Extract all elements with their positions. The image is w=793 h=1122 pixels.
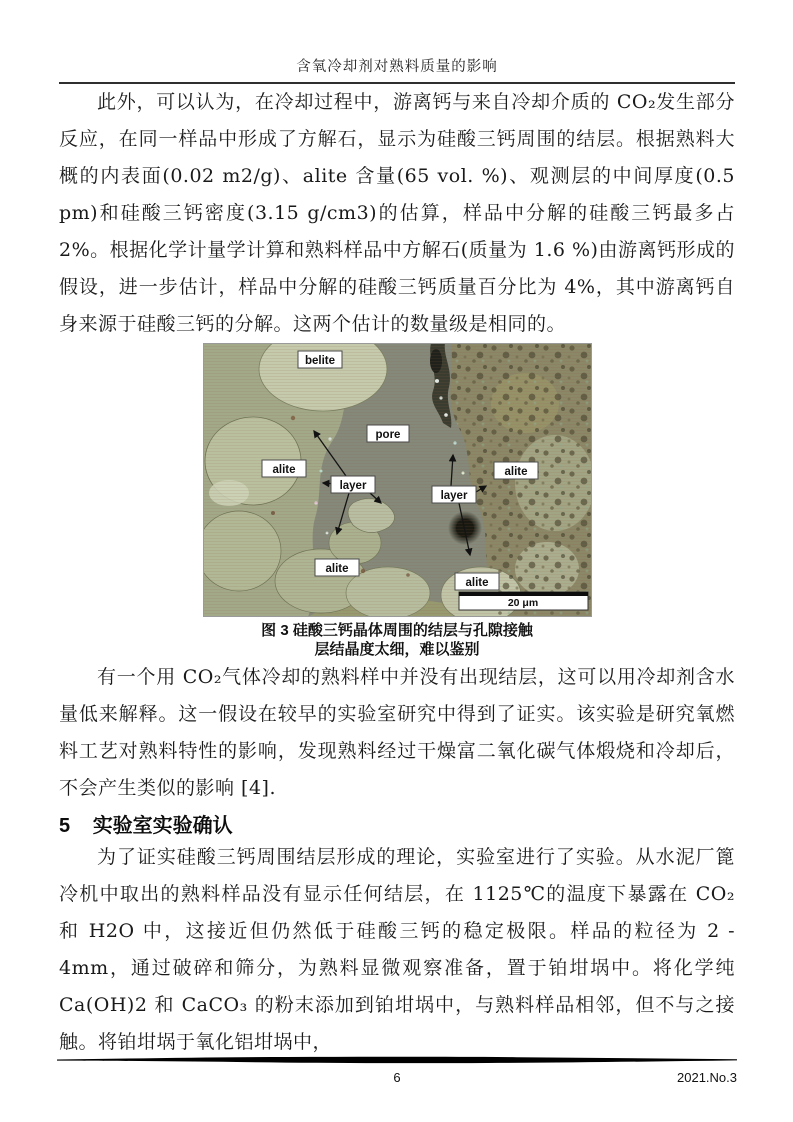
svg-text:layer: layer (339, 480, 366, 492)
figure-label-pore (367, 425, 409, 442)
footer-row (57, 1070, 737, 1088)
figure-label-alite-bottom-right (455, 573, 499, 590)
section-number: 5 (59, 815, 71, 837)
micrograph-texture (203, 343, 592, 617)
svg-text:20 μm: 20 μm (507, 597, 538, 609)
page-number: 6 (393, 1070, 401, 1085)
micrograph-image (203, 343, 592, 617)
section-title: 实验室实验确认 (92, 815, 233, 837)
figure-label-alite-bottom-left (315, 559, 359, 576)
svg-text:alite: alite (464, 577, 489, 589)
figure-label-belite (298, 351, 342, 368)
footer-rule (57, 1055, 737, 1065)
svg-text:belite: belite (304, 355, 335, 367)
figure-scale-bar (459, 592, 588, 610)
svg-text:alite: alite (271, 464, 296, 476)
svg-text:alite: alite (324, 563, 349, 575)
issue-label: 2021.No.3 (677, 1070, 737, 1085)
running-header-title: 含氧冷却剂对熟料质量的影响 (296, 59, 498, 75)
figure-label-alite-left (262, 460, 306, 477)
figure-3 (203, 343, 592, 617)
paragraph-2: 有一个用 CO₂气体冷却的熟料样中并没有出现结层，这可以用冷却剂含水量低来解释。这一假设在较早的实验室研究中得到了证实。该实验是研究氧燃料工艺对熟料特性的影响，发现熟料经过干燥富二氧化碳气体煅烧和冷却后，不会产生类似的影响 [4]. (59, 666, 735, 799)
page-footer (57, 1050, 737, 1088)
section-heading-5 (59, 813, 735, 839)
paragraph-1: 此外，可以认为，在冷却过程中，游离钙与来自冷却介质的 CO₂发生部分反应，在同一样品中形成了方解石，显示为硅酸三钙周围的结层。根据熟料大概的内表面(0.02 m2/g)、alite 含量(65 vol. %)、观测层的中间厚度(0.5 pm)和硅酸三钙密度(3.15 g/cm3)的估算，样品中分解的硅酸三钙最多占 2%。根据化学计量学计算和熟料样品中方解石(质量为 1.6 %)由游离钙形成的假设，进一步估计，样品中分解的硅酸三钙质量百分比为 4%，其中游离钙自身来源于硅酸三钙的分解。这两个估计的数量级是相同的。 (59, 91, 735, 335)
figure-caption-line1: 图 3 硅酸三钙晶体周围的结层与孔隙接触 (261, 622, 533, 639)
paragraph-3: 为了证实硅酸三钙周围结层形成的理论，实验室进行了实验。从水泥厂篦冷机中取出的熟料样品没有显示任何结层，在 1125℃的温度下暴露在 CO₂ 和 H2O 中，这接近但仍然低于硅酸三钙的稳定极限。样品的粒径为 2 - 4mm，通过破碎和筛分，为熟料显微观察准备，置于铂坩埚中。将化学纯 Ca(OH)2 和 CaCO₃ 的粉末添加到铂坩埚中，与熟料样品相邻，但不与之接触。将铂坩埚于氧化铝坩埚中， (59, 846, 735, 1053)
svg-text:pore: pore (375, 429, 400, 441)
figure-caption (59, 621, 735, 659)
figure-caption-line2: 层结晶度太细，难以鉴别 (314, 641, 480, 658)
figure-label-layer-right (432, 486, 476, 503)
page-content (59, 0, 735, 1061)
svg-text:alite: alite (503, 466, 528, 478)
svg-text:layer: layer (440, 490, 467, 502)
running-header (59, 0, 735, 84)
figure-label-alite-right (494, 462, 538, 479)
figure-label-layer-left (331, 476, 375, 493)
